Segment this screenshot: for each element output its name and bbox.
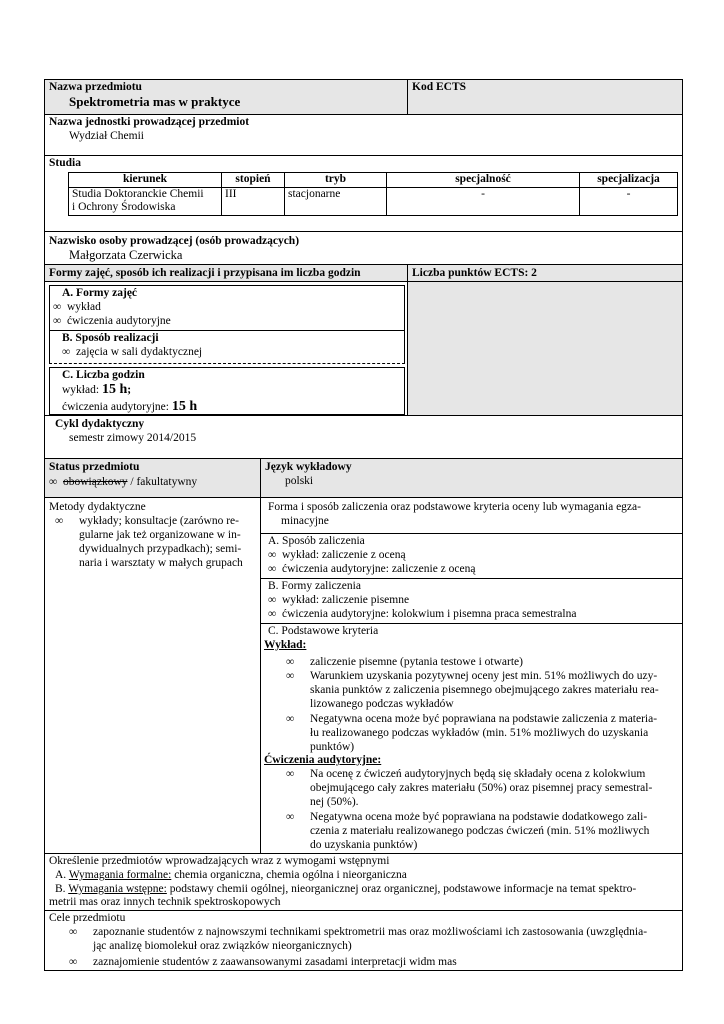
bullet-icon: ∞ <box>286 713 295 725</box>
col-specjalnosc: specjalność <box>387 173 580 188</box>
bullet-icon: ∞ <box>286 670 295 682</box>
forms-c-exercise: ćwiczenia audytoryjne: 15 h <box>62 399 198 414</box>
bullet-icon: ∞ <box>286 811 295 823</box>
methods-line-0: wykłady; konsultacje (zarówno re- <box>79 515 239 527</box>
lecture-item-1-l1: skania punktów z zaliczenia pisemnego obejmującego zakres materiału rea- <box>310 684 659 696</box>
ects-points-label: Liczba punktów ECTS: 2 <box>412 267 537 279</box>
goals-item-1-l0: zaznajomienie studentów z zaawansowanymi zasadami interpretacji widm mas <box>93 956 457 968</box>
cycle-value: semestr zimowy 2014/2015 <box>69 432 197 444</box>
studies-table <box>68 172 678 216</box>
lecture-item-2-l0: Negatywna ocena może być poprawiana na podstawie zaliczenia z materia- <box>310 713 658 725</box>
cell-specjalizacja: - <box>580 187 678 215</box>
cell-tryb: stacjonarne <box>285 187 387 215</box>
methods-bullet: ∞ <box>55 515 64 527</box>
exercise-item-0-l1: obejmującego cały zakres materiału (50%) oraz pisemnej pracy semestral- <box>310 782 653 794</box>
exercise-item-1-l2: do uzyskania punktów) <box>310 839 418 851</box>
prerequisites-cell <box>44 853 683 911</box>
status-value: ∞ obowiązkowy / fakultatywny <box>49 476 198 488</box>
cell-stopien: III <box>222 187 285 215</box>
cell-kierunek <box>69 187 222 215</box>
language-cell <box>260 458 683 498</box>
methods-line-3: naria i warsztaty w małych grupach <box>79 557 243 569</box>
bullet-icon: ∞ <box>268 549 277 561</box>
goals-label: Cele przedmiotu <box>49 912 126 924</box>
lecture-item-1-l2: lizowanego podczas wykładów <box>310 698 454 710</box>
goals-item-0-l1: jąc analizę biomolekuł oraz związków nieorganicznych) <box>93 940 352 952</box>
goals-cell <box>44 910 683 971</box>
bullet-icon: ∞ <box>69 926 78 938</box>
course-name-label: Nazwa przedmiotu <box>49 81 142 93</box>
assessment-a-title: A. Sposób zaliczenia <box>268 535 365 547</box>
bullet-icon: ∞ <box>268 563 277 575</box>
lecture-item-2-l2: punktów) <box>310 741 355 753</box>
lecture-item-2-l1: łu realizowanego podczas wykładów (min. 51% możliwych do uzyskania <box>310 727 649 739</box>
exercise-heading: Ćwiczenia audytoryjne: <box>264 754 382 766</box>
forms-b-item-0: ∞ zajęcia w sali dydaktycznej <box>62 346 203 358</box>
forms-a-title: A. Formy zajęć <box>62 287 138 299</box>
exercise-item-1-l0: Negatywna ocena może być poprawiana na podstawie dodatkowego zali- <box>310 811 648 823</box>
forms-c-lecture: wykład: 15 h; <box>62 382 132 397</box>
assessment-c-title: C. Podstawowe kryteria <box>268 625 379 637</box>
teachers-label: Nazwisko osoby prowadzącej (osób prowadzących) <box>49 235 300 247</box>
methods-line-2: dywidualnych przypadkach); semi- <box>79 543 242 555</box>
methods-label: Metody dydaktyczne <box>49 501 146 513</box>
prerequisites-b: B. Wymagania wstępne: podstawy chemii ogólnej, nieorganicznej oraz organicznej, podstawowe informacje na temat spektro- <box>55 883 637 895</box>
col-specjalizacja: specjalizacja <box>580 173 678 188</box>
status-label: Status przedmiotu <box>49 461 140 473</box>
status-cell <box>44 458 261 498</box>
lecture-item-1-l0: Warunkiem uzyskania pozytywnej oceny jest min. 51% możliwych do uzy- <box>310 670 658 682</box>
assessment-label-1: Forma i sposób zaliczenia oraz podstawowe kryteria oceny lub wymagania egza- <box>268 501 641 513</box>
assessment-b-item-0: ∞ wykład: zaliczenie pisemne <box>268 594 410 606</box>
course-name-value: Spektrometria mas w praktyce <box>69 94 241 109</box>
forms-a-item-1: ∞ ćwiczenia audytoryjne <box>53 315 171 327</box>
bullet-icon: ∞ <box>53 301 62 313</box>
lecture-heading: Wykład: <box>264 639 307 651</box>
bullet-icon: ∞ <box>268 608 277 620</box>
forms-b-title: B. Sposób realizacji <box>62 332 159 344</box>
teachers-cell <box>44 231 683 265</box>
studies-row <box>69 187 678 215</box>
kierunek-line2: i Ochrony Środowiska <box>72 201 176 213</box>
forms-c-title: C. Liczba godzin <box>62 369 145 381</box>
prerequisites-label: Określenie przedmiotów wprowadzających wraz z wymogami wstępnymi <box>49 855 390 867</box>
prerequisites-b2: metrii mas oraz innych technik spektroskopowych <box>49 896 281 908</box>
forms-b-box <box>49 330 405 364</box>
ects-code-cell <box>407 79 683 115</box>
ects-points-cell <box>407 264 683 416</box>
prerequisites-a: A. Wymagania formalne: chemia organiczna, chemia ogólna i nieorganiczna <box>55 869 407 881</box>
assessment-a-item-1: ∞ ćwiczenia audytoryjne: zaliczenie z oceną <box>268 563 476 575</box>
col-stopien: stopień <box>222 173 285 188</box>
methods-cell <box>44 497 261 854</box>
language-value: polski <box>285 475 314 487</box>
assessment-label-2: minacyjne <box>281 515 329 527</box>
bullet-icon: ∞ <box>286 656 295 668</box>
course-name-cell <box>44 79 408 115</box>
forms-a-item-0: ∞ wykład <box>53 301 101 313</box>
exercise-item-1-l1: czenia z materiału realizowanego podczas ćwiczeń (min. 51% możliwych <box>310 825 650 837</box>
forms-a-box <box>49 285 405 331</box>
studies-header-row <box>69 173 678 188</box>
unit-cell <box>44 114 683 156</box>
methods-line-1: gularne jak też organizowane w in- <box>79 529 241 541</box>
bullet-icon: ∞ <box>49 476 58 488</box>
assessment-cell <box>260 497 683 854</box>
forms-cell <box>44 264 408 416</box>
bullet-icon: ∞ <box>62 346 71 358</box>
language-label: Język wykładowy <box>265 461 352 473</box>
exercise-item-0-l0: Na ocenę z ćwiczeń audytoryjnych będą się składały ocena z kolokwium <box>310 768 646 780</box>
bullet-icon: ∞ <box>268 594 277 606</box>
cycle-cell <box>44 415 683 459</box>
unit-value: Wydział Chemii <box>69 130 144 142</box>
assessment-b-item-1: ∞ ćwiczenia audytoryjne: kolokwium i pisemna praca semestralna <box>268 608 577 620</box>
ects-code-label: Kod ECTS <box>412 81 467 93</box>
cell-specjalnosc: - <box>387 187 580 215</box>
forms-c-box <box>49 367 405 415</box>
exercise-item-0-l2: nej (50%). <box>310 796 359 808</box>
teachers-value: Małgorzata Czerwicka <box>69 248 183 262</box>
kierunek-line1: Studia Doktoranckie Chemii <box>72 187 204 200</box>
bullet-icon: ∞ <box>53 315 62 327</box>
studies-label: Studia <box>49 157 81 169</box>
bullet-icon: ∞ <box>286 768 295 780</box>
lecture-item-0: zaliczenie pisemne (pytania testowe i otwarte) <box>310 656 523 668</box>
goals-item-0-l0: zapoznanie studentów z najnowszymi technikami spektrometrii mas oraz możliwościami ich zastosowania (uwzględnia- <box>93 926 648 938</box>
bullet-icon: ∞ <box>69 956 78 968</box>
unit-label: Nazwa jednostki prowadzącej przedmiot <box>49 116 250 128</box>
assessment-b-title: B. Formy zaliczenia <box>268 580 361 592</box>
col-kierunek: kierunek <box>69 173 222 188</box>
studies-cell <box>44 155 683 232</box>
col-tryb: tryb <box>285 173 387 188</box>
forms-label: Formy zajęć, sposób ich realizacji i przypisana im liczba godzin <box>49 267 361 279</box>
cycle-label: Cykl dydaktyczny <box>55 418 145 430</box>
assessment-a-item-0: ∞ wykład: zaliczenie z oceną <box>268 549 406 561</box>
